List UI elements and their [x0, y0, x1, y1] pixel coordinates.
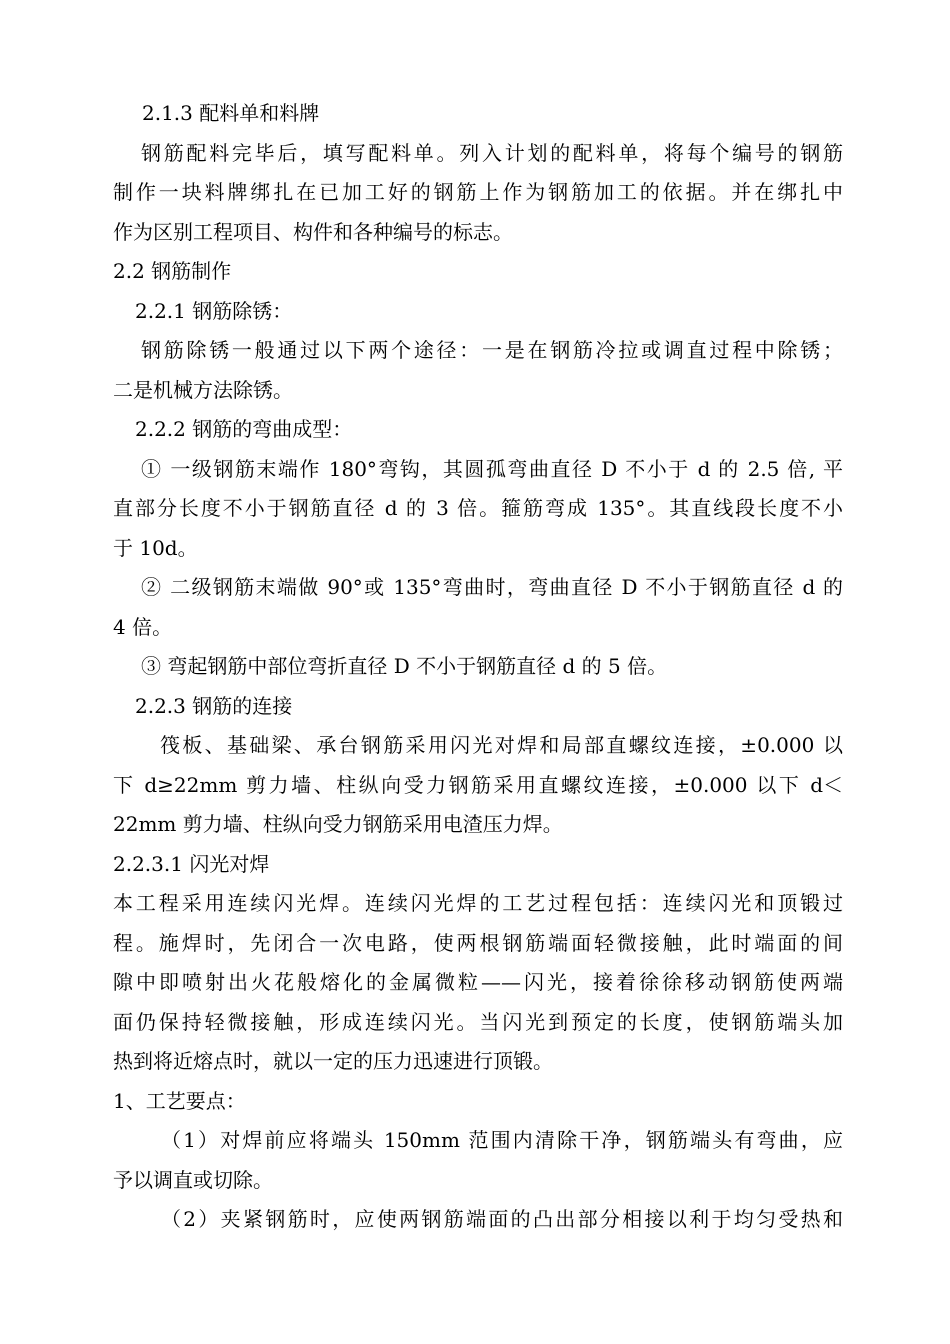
paragraph-line: 程。施焊时，先闭合一次电路，使两根钢筋端面轻微接触，此时端面的间 — [113, 930, 843, 955]
paragraph-line: 热到将近熔点时，就以一定的压力迅速进行顶锻。 — [113, 1049, 553, 1073]
paragraph-line: 面仍保持轻微接触，形成连续闪光。当闪光到预定的长度，使钢筋端头加 — [113, 1009, 843, 1034]
paragraph-line: 二是机械方法除锈。 — [113, 377, 293, 402]
list-item-1: ① 一级钢筋末端作 180°弯钩，其圆孤弯曲直径 D 不小于 d 的 2.5 倍, 平 — [141, 456, 843, 481]
paragraph-line: 下 d≥22mm 剪力墙、柱纵向受力钢筋采用直螺纹连接，±0.000 以下 d＜ — [113, 772, 843, 797]
subsection-heading-process-points: 1、工艺要点： — [113, 1088, 246, 1113]
step-item-2: （2）夹紧钢筋时，应使两钢筋端面的凸出部分相接以利于均匀受热和 — [161, 1207, 843, 1231]
paragraph-line: 钢筋配料完毕后，填写配料单。列入计划的配料单，将每个编号的钢筋 — [141, 140, 843, 165]
paragraph-line: 作为区别工程项目、构件和各种编号的标志。 — [113, 219, 513, 244]
paragraph-line: 钢筋除锈一般通过以下两个途径：一是在钢筋冷拉或调直过程中除锈； — [141, 338, 843, 362]
paragraph-line: 于 10d。 — [113, 535, 198, 560]
section-heading-2-1-3: 2.1.3 配料单和料牌 — [142, 101, 320, 125]
paragraph-line: 筏板、基础梁、承台钢筋采用闪光对焊和局部直螺纹连接，±0.000 以 — [160, 733, 843, 757]
paragraph-line: 隙中即喷射出火花般熔化的金属微粒——闪光，接着徐徐移动钢筋使两端 — [113, 970, 843, 994]
section-heading-2-2-3: 2.2.3 钢筋的连接 — [135, 693, 293, 718]
section-heading-2-2-2: 2.2.2 钢筋的弯曲成型： — [135, 417, 353, 441]
paragraph-line: 本工程采用连续闪光焊。连续闪光焊的工艺过程包括：连续闪光和顶锻过 — [113, 891, 843, 915]
document-page — [113, 94, 843, 1240]
list-item-2: ② 二级钢筋末端做 90°或 135°弯曲时，弯曲直径 D 不小于钢筋直径 d 的 — [141, 575, 843, 599]
paragraph-line: 予以调直或切除。 — [113, 1167, 273, 1192]
step-item-1: （1）对焊前应将端头 150mm 范围内清除干净，钢筋端头有弯曲，应 — [161, 1128, 843, 1152]
section-heading-2-2: 2.2 钢筋制作 — [113, 259, 232, 283]
paragraph-line: 22mm 剪力墙、柱纵向受力钢筋采用电渣压力焊。 — [113, 812, 563, 836]
paragraph-line: 制作一块料牌绑扎在已加工好的钢筋上作为钢筋加工的依据。并在绑扎中 — [113, 180, 843, 204]
list-item-3: ③ 弯起钢筋中部位弯折直径 D 不小于钢筋直径 d 的 5 倍。 — [141, 654, 668, 678]
paragraph-line: 直部分长度不小于钢筋直径 d 的 3 倍。箍筋弯成 135°。其直线段长度不小 — [113, 496, 843, 520]
section-heading-2-2-1: 2.2.1 钢筋除锈： — [135, 298, 293, 323]
section-heading-2-2-3-1: 2.2.3.1 闪光对焊 — [113, 851, 270, 876]
paragraph-line: 4 倍。 — [113, 614, 173, 639]
